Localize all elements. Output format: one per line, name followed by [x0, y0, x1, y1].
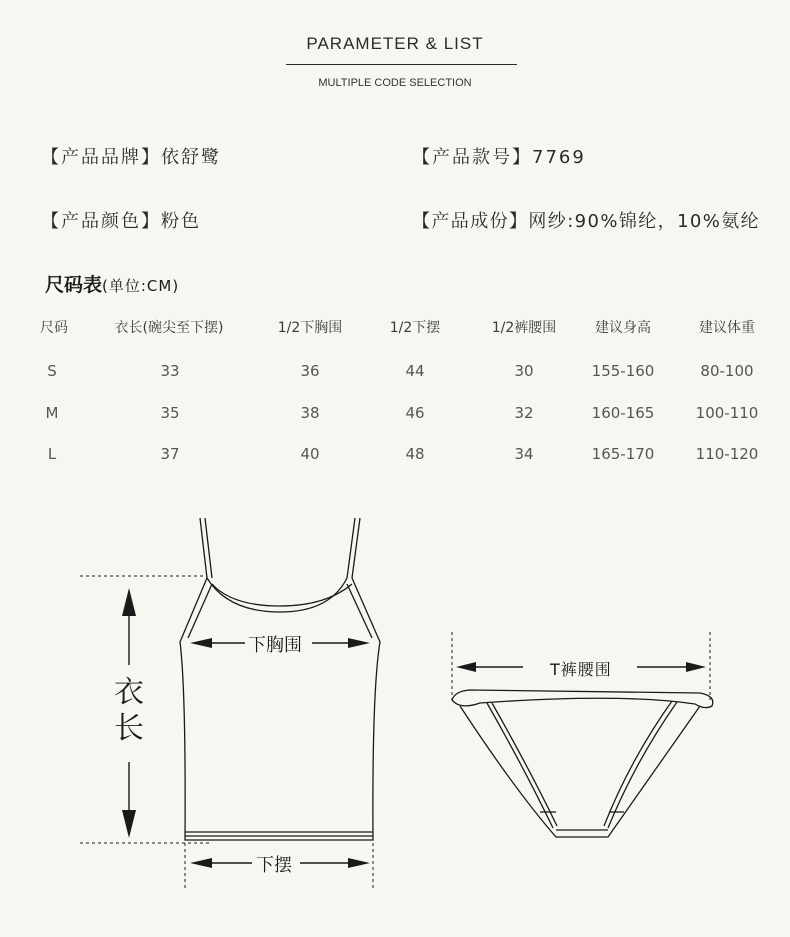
size-chart-unit: (单位:CM) — [102, 277, 180, 295]
length-label-1: 衣 — [114, 675, 144, 710]
cell-waist: 30 — [514, 362, 534, 380]
cell-size: M — [45, 404, 59, 422]
page-subtitle: MULTIPLE CODE SELECTION — [318, 77, 472, 89]
header-waist: 1/2裤腰围 — [491, 320, 557, 336]
param-color: 【产品颜色】粉色 — [41, 211, 201, 232]
cell-weight: 80-100 — [700, 362, 754, 380]
length-label-2: 长 — [114, 711, 144, 746]
cell-length: 37 — [160, 445, 180, 463]
header-height: 建议身高 — [595, 320, 651, 336]
cell-weight: 100-110 — [695, 404, 759, 422]
header-weight: 建议体重 — [699, 320, 755, 336]
param-model: 【产品款号】7769 — [412, 147, 586, 168]
cell-hem: 46 — [405, 404, 425, 422]
page-title: PARAMETER & LIST — [306, 34, 484, 53]
cell-size: S — [47, 362, 57, 380]
title-divider — [286, 64, 517, 65]
header-hem: 1/2下摆 — [389, 320, 441, 336]
cell-hem: 44 — [405, 362, 425, 380]
param-material: 【产品成份】网纱:90%锦纶，10%氨纶 — [412, 211, 761, 232]
chest-label: 下胸围 — [248, 635, 302, 656]
cell-chest: 38 — [300, 404, 320, 422]
cell-height: 160-165 — [591, 404, 655, 422]
waist-label: T裤腰围 — [550, 660, 612, 679]
size-chart-title-text: 尺码表 — [45, 274, 103, 296]
size-chart-title — [45, 270, 179, 297]
cell-length: 33 — [160, 362, 180, 380]
header-size: 尺码 — [40, 320, 68, 336]
cell-chest: 36 — [300, 362, 320, 380]
cell-hem: 48 — [405, 445, 425, 463]
cell-waist: 34 — [514, 445, 534, 463]
cell-weight: 110-120 — [695, 445, 759, 463]
cell-chest: 40 — [300, 445, 320, 463]
cell-height: 155-160 — [591, 362, 655, 380]
camisole-diagram — [0, 505, 400, 905]
header-chest: 1/2下胸围 — [277, 320, 343, 336]
header-length: 衣长(碗尖至下摆) — [114, 320, 224, 336]
cell-length: 35 — [160, 404, 180, 422]
cell-size: L — [47, 445, 57, 463]
hem-label: 下摆 — [256, 855, 292, 876]
cell-height: 165-170 — [591, 445, 655, 463]
cell-waist: 32 — [514, 404, 534, 422]
param-brand: 【产品品牌】依舒鹭 — [41, 147, 221, 168]
briefs-diagram — [440, 620, 730, 850]
